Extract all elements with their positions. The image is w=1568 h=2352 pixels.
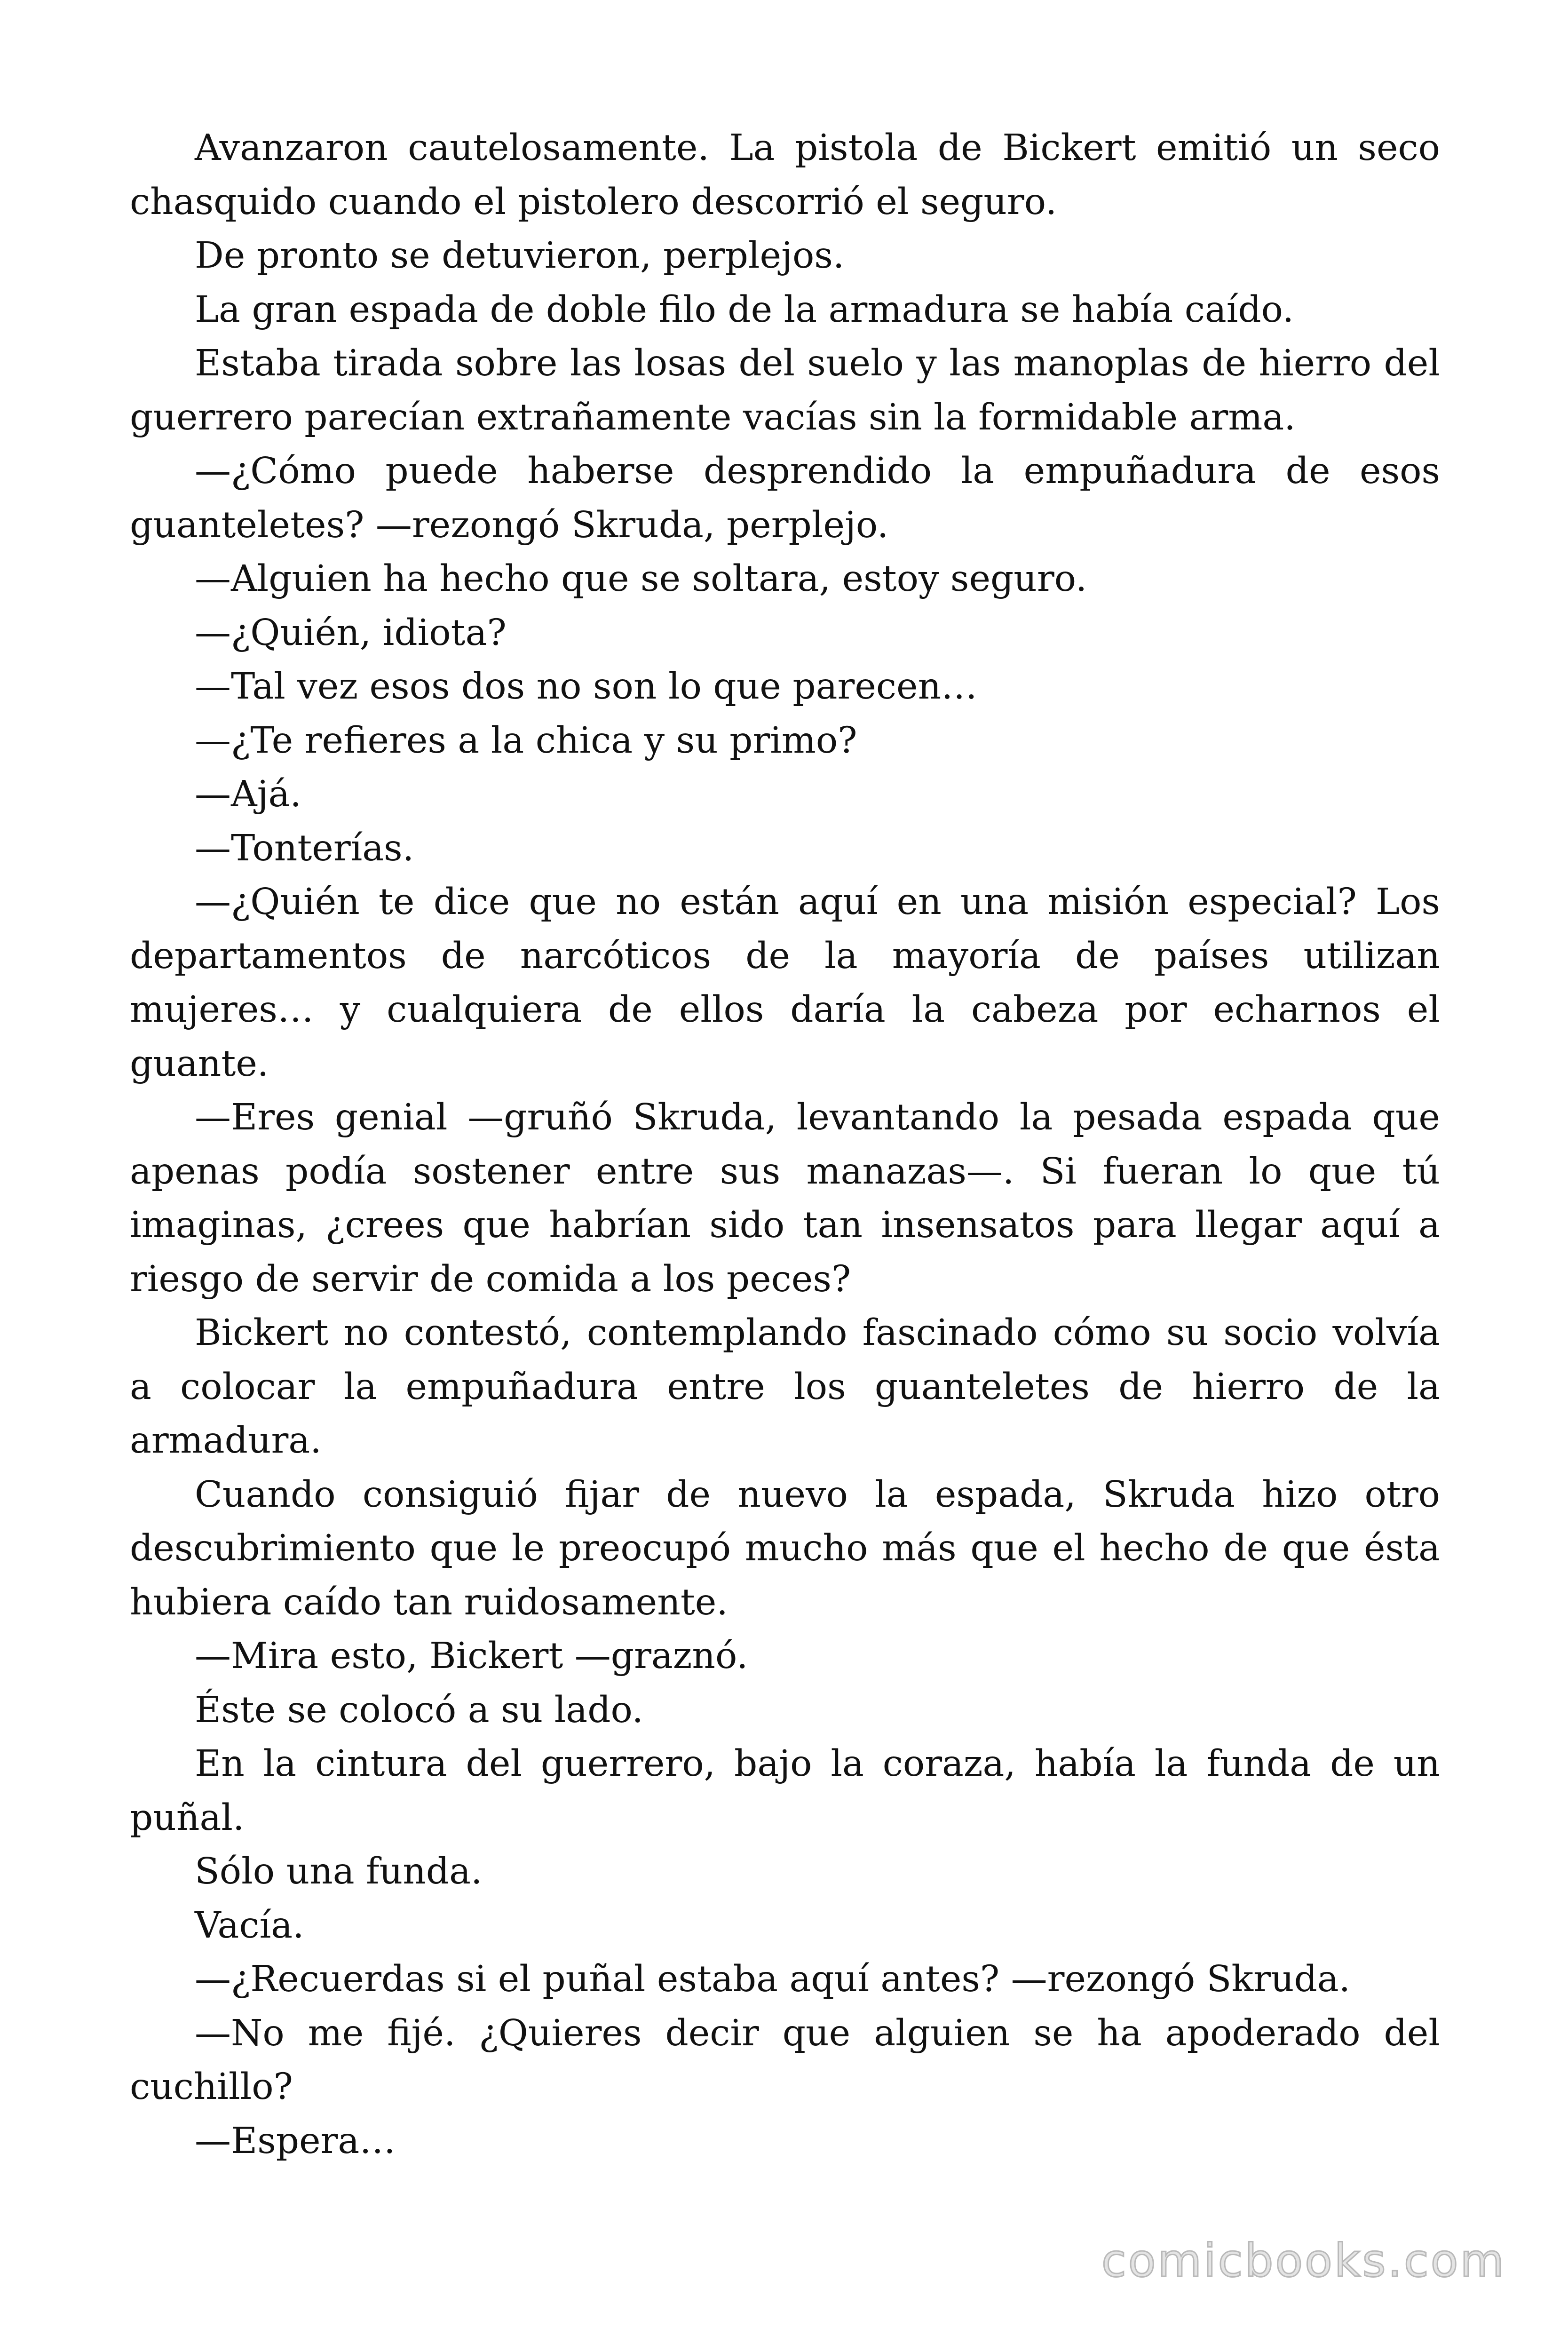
paragraph: Sólo una funda. bbox=[195, 1851, 483, 1892]
paragraph: Cuando consiguió fijar de nuevo la espada, Skruda hizo otro descubrimiento que le preocupó mucho más que el hecho de que ésta hubiera caído tan ruidosamente. bbox=[130, 1473, 1440, 1623]
paragraph: De pronto se detuvieron, perplejos. bbox=[195, 235, 845, 277]
paragraph: —No me fijé. ¿Quieres decir que alguien se ha apoderado del cuchillo? bbox=[130, 2012, 1440, 2108]
watermark-logo: comicbooks.com bbox=[1101, 2234, 1506, 2287]
paragraph: —¿Quién, idiota? bbox=[195, 612, 507, 654]
paragraph: —Espera… bbox=[195, 2120, 396, 2162]
paragraph: —Alguien ha hecho que se soltara, estoy seguro. bbox=[195, 558, 1087, 600]
paragraph: Vacía. bbox=[195, 1904, 304, 1947]
paragraph: —Ajá. bbox=[195, 773, 301, 815]
paragraph: Éste se colocó a su lado. bbox=[195, 1689, 643, 1731]
paragraph: —¿Quién te dice que no están aquí en una misión especial? Los departamentos de narcóticos de la mayoría de países utilizan mujeres… y cualquiera de ellos daría la cabeza por echarnos el guante. bbox=[130, 881, 1440, 1085]
paragraph: Avanzaron cautelosamente. La pistola de Bickert emitió un seco chasquido cuando el pistolero descorrió el seguro. bbox=[130, 127, 1440, 223]
paragraph: —¿Cómo puede haberse desprendido la empuñadura de esos guanteletes? —rezongó Skruda, perplejo. bbox=[130, 450, 1440, 546]
paragraph: Estaba tirada sobre las losas del suelo y las manoplas de hierro del guerrero parecían extrañamente vacías sin la formidable arma. bbox=[130, 342, 1440, 438]
paragraph: —Tonterías. bbox=[195, 827, 414, 869]
paragraph: —Tal vez esos dos no son lo que parecen… bbox=[195, 666, 978, 707]
paragraph: La gran espada de doble filo de la armadura se había caído. bbox=[195, 288, 1294, 331]
paragraph: —Mira esto, Bickert —graznó. bbox=[195, 1635, 748, 1677]
paragraph: Bickert no contestó, contemplando fascinado cómo su socio volvía a colocar la empuñadura entre los guanteletes de hierro de la armadura. bbox=[130, 1312, 1440, 1462]
body-text bbox=[130, 121, 1440, 2168]
paragraph: —Eres genial —gruñó Skruda, levantando la pesada espada que apenas podía sostener entre sus manazas—. Si fueran lo que tú imaginas, ¿crees que habrían sido tan insensatos para llegar aquí a riesgo de servir de comida a los peces? bbox=[130, 1097, 1440, 1300]
paragraph: En la cintura del guerrero, bajo la coraza, había la funda de un puñal. bbox=[130, 1743, 1440, 1839]
paragraph: —¿Te refieres a la chica y su primo? bbox=[195, 719, 857, 762]
paragraph: —¿Recuerdas si el puñal estaba aquí antes? —rezongó Skruda. bbox=[195, 1958, 1351, 2000]
